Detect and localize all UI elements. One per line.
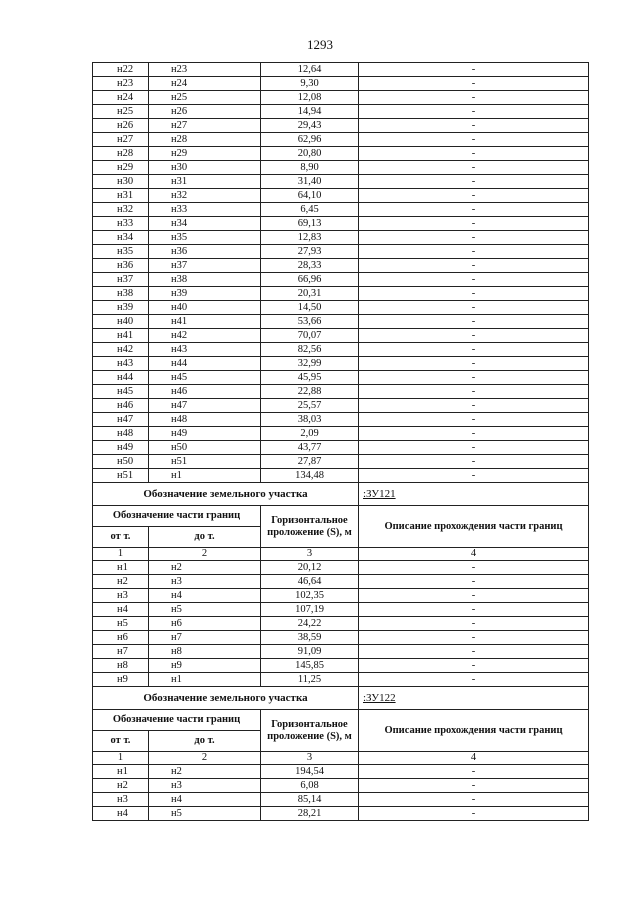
table-cell: 22,88 (261, 385, 359, 399)
table-cell: н2 (149, 561, 261, 575)
table-cell: - (359, 385, 589, 399)
plot-id: :ЗУ122 (359, 687, 589, 710)
table-row (93, 617, 589, 631)
table-cell: н50 (93, 455, 149, 469)
table-cell: - (359, 455, 589, 469)
table-cell: н23 (149, 63, 261, 77)
table-row (93, 329, 589, 343)
table-cell: н40 (93, 315, 149, 329)
table-cell: н9 (93, 673, 149, 687)
table-row (93, 217, 589, 231)
table-row (93, 301, 589, 315)
table-cell: н48 (93, 427, 149, 441)
table-row (93, 631, 589, 645)
table-cell: 2,09 (261, 427, 359, 441)
table-cell: н3 (149, 779, 261, 793)
to-header: до т. (149, 527, 261, 548)
table-cell: 82,56 (261, 343, 359, 357)
plot-designation-label: Обозначение земельного участка (93, 687, 359, 710)
table-cell: н23 (93, 77, 149, 91)
table-cell: н39 (93, 301, 149, 315)
table-row (93, 385, 589, 399)
table-cell: 1 (93, 752, 149, 765)
page-number: 1293 (307, 37, 333, 52)
table-row (93, 161, 589, 175)
table-cell: н37 (93, 273, 149, 287)
table-cell: н26 (93, 119, 149, 133)
table-cell: - (359, 441, 589, 455)
table-cell: 32,99 (261, 357, 359, 371)
table-row (93, 133, 589, 147)
table-cell: - (359, 133, 589, 147)
table-cell: - (359, 793, 589, 807)
table-cell: - (359, 631, 589, 645)
table-row (93, 793, 589, 807)
table-row (93, 561, 589, 575)
table-cell: н29 (93, 161, 149, 175)
table-cell: н49 (149, 427, 261, 441)
table-cell: н35 (93, 245, 149, 259)
table-cell: 12,83 (261, 231, 359, 245)
table-row (93, 427, 589, 441)
table-cell: н8 (93, 659, 149, 673)
table-cell: - (359, 603, 589, 617)
table-cell: 25,57 (261, 399, 359, 413)
table-cell: - (359, 645, 589, 659)
table-cell: - (359, 673, 589, 687)
table-cell: н6 (149, 617, 261, 631)
table-cell: 28,21 (261, 807, 359, 821)
header-row (93, 710, 589, 731)
table-cell: 2 (149, 548, 261, 561)
table-cell: н30 (93, 175, 149, 189)
table-cell: н3 (93, 793, 149, 807)
table-cell: н49 (93, 441, 149, 455)
table-cell: н37 (149, 259, 261, 273)
table-cell: 2 (149, 752, 261, 765)
horizontal-header: Горизонтальное проложение (S), м (261, 710, 359, 752)
table-cell: н51 (93, 469, 149, 483)
table-cell: н1 (93, 765, 149, 779)
table-cell: н43 (93, 357, 149, 371)
table-cell: н25 (149, 91, 261, 105)
column-number-row (93, 752, 589, 765)
table-cell: н7 (149, 631, 261, 645)
table-cell: - (359, 147, 589, 161)
description-header: Описание прохождения части границ (359, 506, 589, 548)
table-cell: 145,85 (261, 659, 359, 673)
table-cell: н47 (149, 399, 261, 413)
table-cell: н4 (93, 807, 149, 821)
table-cell: - (359, 287, 589, 301)
table-cell: н41 (93, 329, 149, 343)
table-cell: н5 (93, 617, 149, 631)
to-header: до т. (149, 731, 261, 752)
table-cell: 29,43 (261, 119, 359, 133)
table-cell: - (359, 77, 589, 91)
table-cell: 27,87 (261, 455, 359, 469)
table-cell: н34 (149, 217, 261, 231)
table-cell: н2 (93, 575, 149, 589)
table-cell: н25 (93, 105, 149, 119)
table-row (93, 273, 589, 287)
table-cell: н27 (149, 119, 261, 133)
table-cell: н22 (93, 63, 149, 77)
table-cell: н1 (149, 469, 261, 483)
table-cell: - (359, 765, 589, 779)
table-row (93, 63, 589, 77)
table-cell: н2 (93, 779, 149, 793)
table-row (93, 603, 589, 617)
table-cell: н7 (93, 645, 149, 659)
table-row (93, 575, 589, 589)
table-cell: - (359, 561, 589, 575)
table-row (93, 469, 589, 483)
table-cell: 38,03 (261, 413, 359, 427)
plot-designation-row (93, 687, 589, 710)
table-cell: н42 (149, 329, 261, 343)
table-cell: н29 (149, 147, 261, 161)
table-cell: н31 (149, 175, 261, 189)
table-cell: н33 (149, 203, 261, 217)
table-row (93, 119, 589, 133)
table-cell: 3 (261, 752, 359, 765)
table-cell: - (359, 217, 589, 231)
table-cell: н8 (149, 645, 261, 659)
table-row (93, 287, 589, 301)
table-cell: н43 (149, 343, 261, 357)
table-cell: н48 (149, 413, 261, 427)
table-cell: н32 (149, 189, 261, 203)
table-cell: н46 (149, 385, 261, 399)
table-cell: 53,66 (261, 315, 359, 329)
table-cell: н44 (93, 371, 149, 385)
table-cell: н51 (149, 455, 261, 469)
table-cell: - (359, 259, 589, 273)
table-cell: 46,64 (261, 575, 359, 589)
table-cell: н28 (149, 133, 261, 147)
table-cell: н26 (149, 105, 261, 119)
table-cell: 62,96 (261, 133, 359, 147)
table-cell: - (359, 413, 589, 427)
table-cell: 4 (359, 548, 589, 561)
table-row (93, 189, 589, 203)
table-row (93, 673, 589, 687)
table-cell: н47 (93, 413, 149, 427)
table-row (93, 259, 589, 273)
table-cell: 4 (359, 752, 589, 765)
plot-designation-label: Обозначение земельного участка (93, 483, 359, 506)
table-cell: н4 (149, 793, 261, 807)
table-cell: н30 (149, 161, 261, 175)
table-row (93, 175, 589, 189)
table-cell: 1 (93, 548, 149, 561)
table-cell: 91,09 (261, 645, 359, 659)
horizontal-header: Горизонтальное проложение (S), м (261, 506, 359, 548)
table-cell: - (359, 575, 589, 589)
table-row (93, 343, 589, 357)
table-cell: - (359, 161, 589, 175)
table-cell: 27,93 (261, 245, 359, 259)
table-cell: н3 (149, 575, 261, 589)
table-cell: н39 (149, 287, 261, 301)
table-cell: - (359, 357, 589, 371)
table-cell: 45,95 (261, 371, 359, 385)
plot-id: :ЗУ121 (359, 483, 589, 506)
table-cell: 24,22 (261, 617, 359, 631)
table-cell: 102,35 (261, 589, 359, 603)
table-row (93, 413, 589, 427)
table-cell: 20,80 (261, 147, 359, 161)
table-row (93, 231, 589, 245)
table-cell: 8,90 (261, 161, 359, 175)
table-cell: н28 (93, 147, 149, 161)
table-row (93, 779, 589, 793)
table-cell: 6,08 (261, 779, 359, 793)
table-cell: - (359, 343, 589, 357)
table-cell: 12,08 (261, 91, 359, 105)
table-cell: - (359, 659, 589, 673)
table-cell: н44 (149, 357, 261, 371)
table-cell: - (359, 189, 589, 203)
table-cell: н24 (93, 91, 149, 105)
table-cell: 64,10 (261, 189, 359, 203)
table-cell: - (359, 399, 589, 413)
table-cell: - (359, 779, 589, 793)
table-cell: - (359, 427, 589, 441)
description-header: Описание прохождения части границ (359, 710, 589, 752)
table-cell: 3 (261, 548, 359, 561)
part-boundaries-header: Обозначение части границ (93, 710, 261, 731)
from-header: от т. (93, 527, 149, 548)
table-cell: н5 (149, 603, 261, 617)
table-cell: - (359, 91, 589, 105)
table-cell: н32 (93, 203, 149, 217)
table-cell: 20,12 (261, 561, 359, 575)
table-cell: н50 (149, 441, 261, 455)
table-cell: 85,14 (261, 793, 359, 807)
table-cell: н41 (149, 315, 261, 329)
table-cell: н2 (149, 765, 261, 779)
table-cell: н1 (149, 673, 261, 687)
table-cell: - (359, 105, 589, 119)
table-cell: 70,07 (261, 329, 359, 343)
table-cell: 12,64 (261, 63, 359, 77)
table-cell: - (359, 63, 589, 77)
table-row (93, 589, 589, 603)
table-cell: - (359, 617, 589, 631)
table-cell: н45 (149, 371, 261, 385)
table-row (93, 91, 589, 105)
boundary-table (92, 62, 589, 821)
table-cell: 28,33 (261, 259, 359, 273)
table-row (93, 147, 589, 161)
plot-designation-row (93, 483, 589, 506)
table-cell: - (359, 245, 589, 259)
table-cell: - (359, 175, 589, 189)
table-cell: н38 (149, 273, 261, 287)
table-cell: н40 (149, 301, 261, 315)
column-number-row (93, 548, 589, 561)
table-cell: 194,54 (261, 765, 359, 779)
table-row (93, 645, 589, 659)
table-cell: н9 (149, 659, 261, 673)
table-cell: - (359, 589, 589, 603)
table-cell: - (359, 371, 589, 385)
table-row (93, 315, 589, 329)
table-cell: н33 (93, 217, 149, 231)
table-cell: н31 (93, 189, 149, 203)
table-cell: 31,40 (261, 175, 359, 189)
table-cell: н4 (149, 589, 261, 603)
table-cell: 6,45 (261, 203, 359, 217)
table-cell: 134,48 (261, 469, 359, 483)
table-row (93, 371, 589, 385)
table-cell: - (359, 315, 589, 329)
table-row (93, 399, 589, 413)
table-cell: - (359, 807, 589, 821)
table-cell: 11,25 (261, 673, 359, 687)
table-cell: - (359, 231, 589, 245)
table-row (93, 77, 589, 91)
table-cell: 9,30 (261, 77, 359, 91)
table-cell: н36 (93, 259, 149, 273)
table-row (93, 659, 589, 673)
table-cell: н4 (93, 603, 149, 617)
table-cell: н5 (149, 807, 261, 821)
table-cell: н42 (93, 343, 149, 357)
table-cell: - (359, 329, 589, 343)
table-cell: 66,96 (261, 273, 359, 287)
table-cell: н3 (93, 589, 149, 603)
table-cell: н34 (93, 231, 149, 245)
table-cell: - (359, 301, 589, 315)
table-cell: 43,77 (261, 441, 359, 455)
table-row (93, 455, 589, 469)
table-row (93, 441, 589, 455)
table-cell: н1 (93, 561, 149, 575)
table-row (93, 203, 589, 217)
table-row (93, 765, 589, 779)
table-cell: 14,94 (261, 105, 359, 119)
table-cell: 20,31 (261, 287, 359, 301)
table-cell: - (359, 273, 589, 287)
from-header: от т. (93, 731, 149, 752)
table-row (93, 245, 589, 259)
table-cell: н24 (149, 77, 261, 91)
table-cell: н27 (93, 133, 149, 147)
table-cell: 14,50 (261, 301, 359, 315)
table-cell: н6 (93, 631, 149, 645)
table-cell: 107,19 (261, 603, 359, 617)
table-cell: 69,13 (261, 217, 359, 231)
part-boundaries-header: Обозначение части границ (93, 506, 261, 527)
table-cell: н45 (93, 385, 149, 399)
table-cell: н46 (93, 399, 149, 413)
table-cell: н38 (93, 287, 149, 301)
table-cell: н35 (149, 231, 261, 245)
table-row (93, 105, 589, 119)
table-cell: - (359, 203, 589, 217)
table-cell: - (359, 119, 589, 133)
table-cell: н36 (149, 245, 261, 259)
table-row (93, 807, 589, 821)
table-cell: 38,59 (261, 631, 359, 645)
header-row (93, 506, 589, 527)
table-row (93, 357, 589, 371)
table-cell: - (359, 469, 589, 483)
